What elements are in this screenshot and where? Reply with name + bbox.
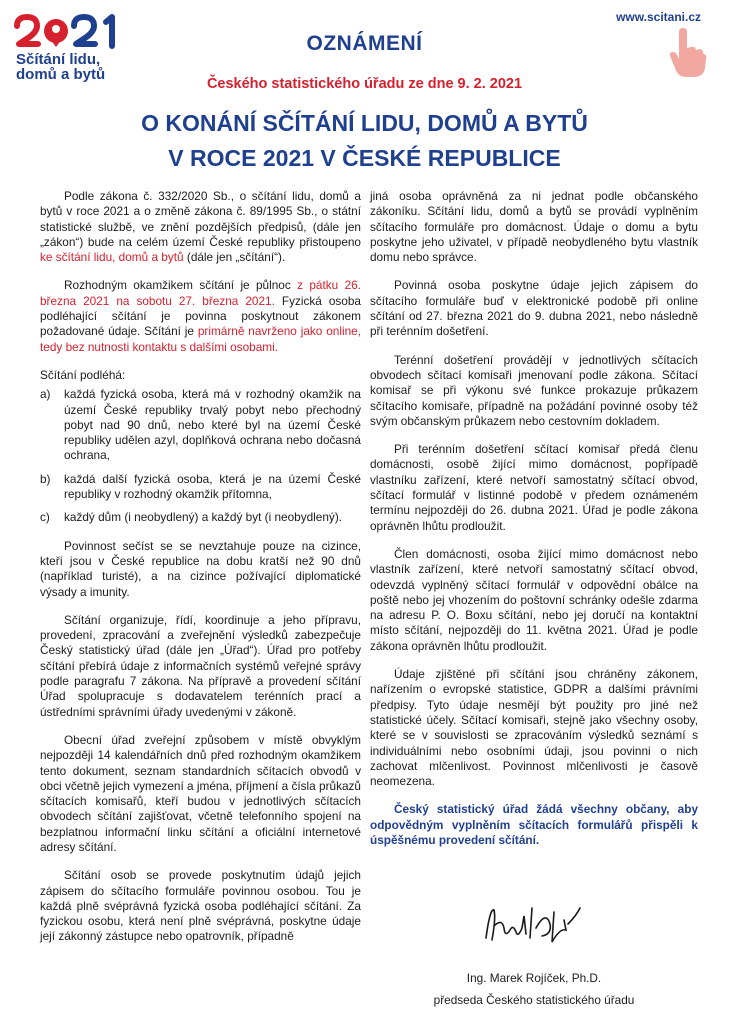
- title-line-1: O KONÁNÍ SČÍTÁNÍ LIDU, DOMŮ A BYTŮ: [141, 110, 588, 136]
- text-run: Rozhodným okamžikem sčítání je půlnoc: [64, 278, 298, 293]
- highlighted-text: ke sčítání lidu, domů a bytů: [40, 250, 184, 265]
- paragraph: Povinnost sečíst se se nevztahuje pouze na cizince, kteří jsou v České republice na dobu kratší než 90 dnů (například turisté), a na cizince požívající diplomatické výsady a imunity.: [40, 538, 361, 599]
- list-item-text: každá další fyzická osoba, která je na území České republiky v rozhodný okamžik přítomna,: [64, 471, 361, 502]
- title-line-2: V ROCE 2021 V ČESKÉ REPUBLICE: [168, 145, 561, 171]
- highlighted-text: primárně navrženo jako online, tedy bez nutnosti kontaktu s dalšími osobami.: [40, 324, 361, 354]
- website-link[interactable]: www.scitani.cz: [616, 10, 701, 24]
- highlighted-text: z pátku 26. března 2021 na sobotu 27. března 2021.: [40, 278, 361, 308]
- list-item: [40, 510, 361, 525]
- list-intro: Sčítání podléhá:: [40, 367, 126, 382]
- list-item-text: každá fyzická osoba, která má v rozhodný okamžik na území České republiky trvalý pobyt nebo přechodný pobyt nad 90 dnů, nebo které byl na území České republiky udělen azyl, doplňková ochrana nebo dočasná ochrana,: [64, 387, 361, 463]
- list-item: [40, 387, 361, 463]
- paragraph: jiná osoba oprávněná za ni jednat podle občanského zákoníku. Sčítání lidu, domů a bytů se provádí vyplněním sčítacího formuláře pro domácnost. Údaje o domu a bytu poskytne jeho uživatel, v případě neobydleného bytu vlastník domu nebo správce.: [370, 189, 698, 265]
- list-item: [40, 472, 361, 503]
- list-item-text: každý dům (i neobydlený) a každý byt (i neobydlený).: [64, 510, 343, 525]
- issuer-line: Českého statistického úřadu ze dne 9. 2. 2021: [206, 76, 523, 92]
- paragraph: Sčítání osob se provede poskytnutím údajů jejich zápisem do sčítacího formuláře povinnou osobou. Tou je každá plně svéprávná fyzická osoba podléhající sčítání. Za fyzickou osobu, která není plně svéprávná, poskytne údaje její zákonný zástupce nebo opatrovník, případně: [40, 868, 361, 944]
- paragraph: Terénní došetření provádějí v jednotlivých sčítacích obvodech sčítací komisaři jmenovaní podle zákona. Sčítací komisař se při výkonu své funkce prokazuje průkazem sčítacího komisaře, případně na požádání povinné osoby též svým občanským průkazem nebo cestovním dokladem.: [370, 352, 698, 428]
- left-column: [40, 189, 361, 958]
- paragraph: Údaje zjištěné při sčítání jsou chráněny zákonem, nařízením o evropské statistice, GDPR a dalšími právními předpisy. Tyto údaje nesmějí být použity pro jiné než statistické účely. Sčítací komisaři, stejně jako všechny osoby, které se v souvislosti se zpracováním výsledků seznámí s individuálními nebo osobními údaji, jsou povinni o nich zachovat mlčenlivost. Povinnost mlčenlivosti je časově neomezena.: [370, 667, 698, 789]
- paragraph: Povinná osoba poskytne údaje jejich zápisem do sčítacího formuláře buď v elektronické podobě při online sčítání od 27. března 2021 do 9. dubna 2021, nebo následně při terénním došetření.: [370, 278, 698, 339]
- text-run: Fyzická osoba podléhající sčítání je povinna poskytnout zákonem požadované údaje. Sčítání je: [40, 293, 361, 339]
- paragraph: [40, 278, 361, 354]
- logo-subtitle: Sčítání lidu, domů a bytů: [16, 51, 106, 83]
- signatory: [370, 967, 698, 1011]
- signature-icon: [480, 898, 590, 958]
- paragraph: Obecní úřad zveřejní způsobem v místě obvyklým nejpozději 14 kalendářních dnů před rozhodným okamžikem tento dokument, seznam standardních sčítacích obvodů v obci včetně jejich vymezení a jména, příjmení a čísla průkazů sčítacích komisařů, kteří budou v jednotlivých sčítacích obvodech sčítání zajišťovat, včetně telefonního spojení na bezplatnou informační linku sčítání a oficiální internetové adresy sčítání.: [40, 732, 361, 854]
- signer-title: předseda Českého statistického úřadu: [433, 993, 635, 1007]
- paragraph: Člen domácnosti, osoba žijící mimo domácnost nebo vlastník zařízení, které netvoří samostatný sčítací obvod, odevzdá vyplněný sčítací formulář v odpovědní obálce na poště nebo jej vhozením do poštovní schránky odešle zdarma na adresu P. O. Boxu sčítání, nebo jej doručí na kontaktní místo sčítání, nejpozději do 11. května 2021. Úřad je podle zákona oprávněn lhůtu prodloužit.: [370, 546, 698, 653]
- list-marker: b): [40, 471, 51, 486]
- notice-heading: OZNÁMENÍ: [306, 32, 423, 55]
- right-column: [370, 189, 698, 861]
- list-marker: c): [40, 510, 50, 525]
- text-run: (dále jen „sčítání“).: [183, 250, 286, 265]
- text-run: Podle zákona č. 332/2020 Sb., o sčítání lidu, domů a bytů v roce 2021 a o změně zákona č. 89/1995 Sb., o státní statistické službě, ve znění pozdějších předpisů, (dále jen „zákon“) bude na celém území České republiky přistoupeno: [40, 189, 361, 249]
- paragraph: Při terénním došetření sčítací komisař předá členu domácnosti, osobě žijící mimo domácnost, popřípadě vlastníku zařízení, které netvoří samostatný sčítací obvod, sčítací formulář v listinné podobě v předem oznámeném termínu nejpozději do 26. dubna 2021. Úřad je podle zákona oprávněn lhůtu prodloužit.: [370, 442, 698, 533]
- paragraph: Sčítání organizuje, řídí, koordinuje a jeho přípravu, provedení, zpracování a zveřejnění výsledků zabezpečuje Český statistický úřad (dále jen „Úřad“). Úřad pro potřeby sčítání přebírá údaje z informačních systémů veřejné správy podle paragrafu 7 zákona. Na přípravě a provedení sčítání Úřad spolupracuje s dodavatelem terénních prací a ústředními správními úřady uvedenými v zákoně.: [40, 612, 361, 719]
- census-subject-list: [40, 387, 361, 525]
- paragraph: [40, 189, 361, 265]
- page-title: [0, 106, 729, 176]
- list-marker: a): [40, 387, 51, 402]
- closing-appeal: Český statistický úřad žádá všechny občany, aby odpovědným vyplněním sčítacích formulářů přispěli k úspěšnému provedení sčítání.: [370, 802, 698, 847]
- signer-name: Ing. Marek Rojíček, Ph.D.: [466, 971, 602, 985]
